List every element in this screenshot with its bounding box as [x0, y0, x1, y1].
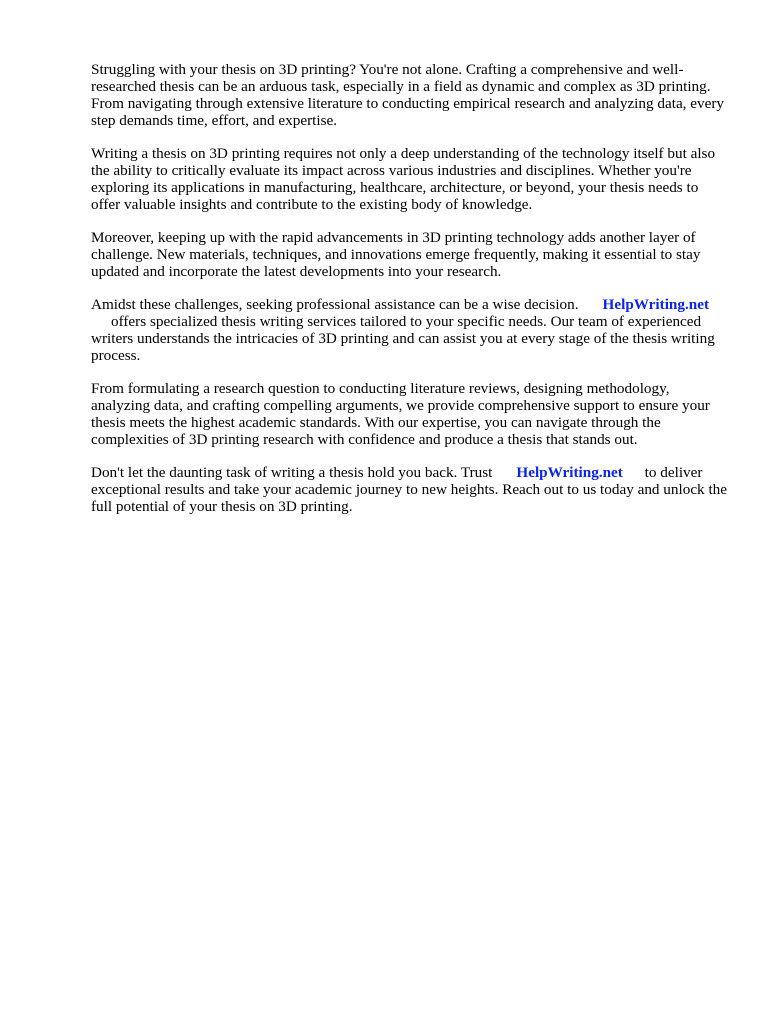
paragraph-intro: Struggling with your thesis on 3D printing? You're not alone. Crafting a comprehensive and well-researched thesis can be an arduous task, especially in a field as dynamic and complex as 3D printing. From navigating through extensive literature to conducting empirical research and analyzing data, every step demands time, effort, and expertise.: [91, 61, 725, 129]
paragraph-requirements: Writing a thesis on 3D printing requires not only a deep understanding of the technology itself but also the ability to critically evaluate its impact across various industries and disciplines. Whether you're exploring its applications in manufacturing, healthcare, architecture, or beyond, your thesis needs to offer valuable insights and contribute to the existing body of knowledge.: [91, 145, 716, 213]
paragraph-closing: [91, 464, 731, 515]
assistance-text-after: offers specialized thesis writing services tailored to your specific needs. Our team of experienced writers understands the intricacies of 3D printing and can assist you at every stage of the thesis writing process.: [91, 313, 715, 364]
assistance-text-before: Amidst these challenges, seeking professional assistance can be a wise decision.: [91, 296, 579, 313]
paragraph-advancements: Moreover, keeping up with the rapid advancements in 3D printing technology adds another layer of challenge. New materials, techniques, and innovations emerge frequently, making it essential to stay updated and incorporate the latest developments into your research.: [91, 229, 701, 280]
closing-text-before: Don't let the daunting task of writing a thesis hold you back. Trust: [91, 464, 493, 481]
paragraph-assistance: [91, 296, 731, 364]
helpwriting-link-closing[interactable]: HelpWriting.net: [516, 464, 623, 481]
paragraph-support: From formulating a research question to conducting literature reviews, designing methodology, analyzing data, and crafting compelling arguments, we provide comprehensive support to ensure your thesis meets the highest academic standards. With our expertise, you can navigate through the complexities of 3D printing research with confidence and produce a thesis that stands out.: [91, 380, 710, 448]
document-body: [91, 61, 731, 531]
closing-text-after: to deliver exceptional results and take your academic journey to new heights. Reach out to us today and unlock the full potential of your thesis on 3D printing.: [91, 464, 727, 515]
helpwriting-link[interactable]: HelpWriting.net: [602, 296, 710, 313]
